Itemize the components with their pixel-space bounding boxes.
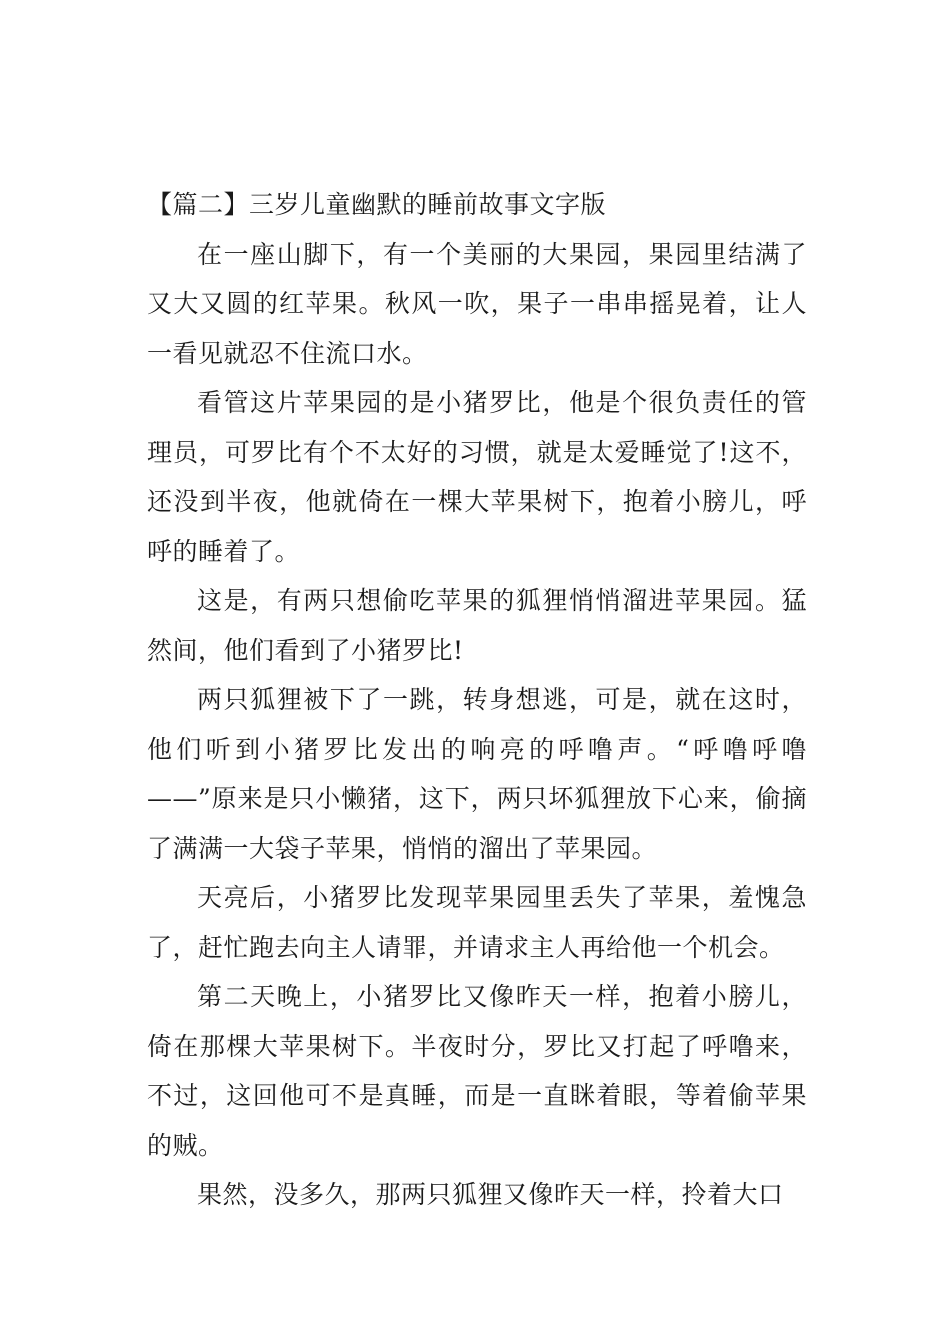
paragraph-7: 果然，没多久，那两只狐狸又像昨天一样，拎着大口 bbox=[197, 1180, 784, 1209]
paragraph-1: 在一座山脚下，有一个美丽的大果园，果园里结满了又大又圆的红苹果。秋风一吹，果子一串串摇晃着，让人一看见就忍不住流口水。 bbox=[147, 239, 807, 368]
paragraph-2: 看管这片苹果园的是小猪罗比，他是个很负责任的管理员，可罗比有个不太好的习惯，就是太爱睡觉了!这不，还没到半夜，他就倚在一棵大苹果树下，抱着小膀儿，呼呼的睡着了。 bbox=[147, 388, 807, 566]
paragraph-6: 第二天晚上，小猪罗比又像昨天一样，抱着小膀儿，倚在那棵大苹果树下。半夜时分，罗比又打起了呼噜来，不过，这回他可不是真睡，而是一直眯着眼，等着偷苹果的贼。 bbox=[147, 982, 807, 1160]
paragraph-5: 天亮后，小猪罗比发现苹果园里丢失了苹果，羞愧急了，赶忙跑去向主人请罪，并请求主人再给他一个机会。 bbox=[147, 883, 807, 962]
paragraph-4: 两只狐狸被下了一跳，转身想逃，可是，就在这时，他们听到小猪罗比发出的响亮的呼噜声。“呼噜呼噜——”原来是只小懒猪，这下，两只坏狐狸放下心来，偷摘了满满一大袋子苹果，悄悄的溜出了苹果园。 bbox=[147, 685, 807, 863]
document-body bbox=[147, 180, 807, 1220]
story-heading: 【篇二】三岁儿童幽默的睡前故事文字版 bbox=[147, 190, 607, 219]
paragraph-3: 这是，有两只想偷吃苹果的狐狸悄悄溜进苹果园。猛然间，他们看到了小猪罗比! bbox=[147, 586, 807, 665]
